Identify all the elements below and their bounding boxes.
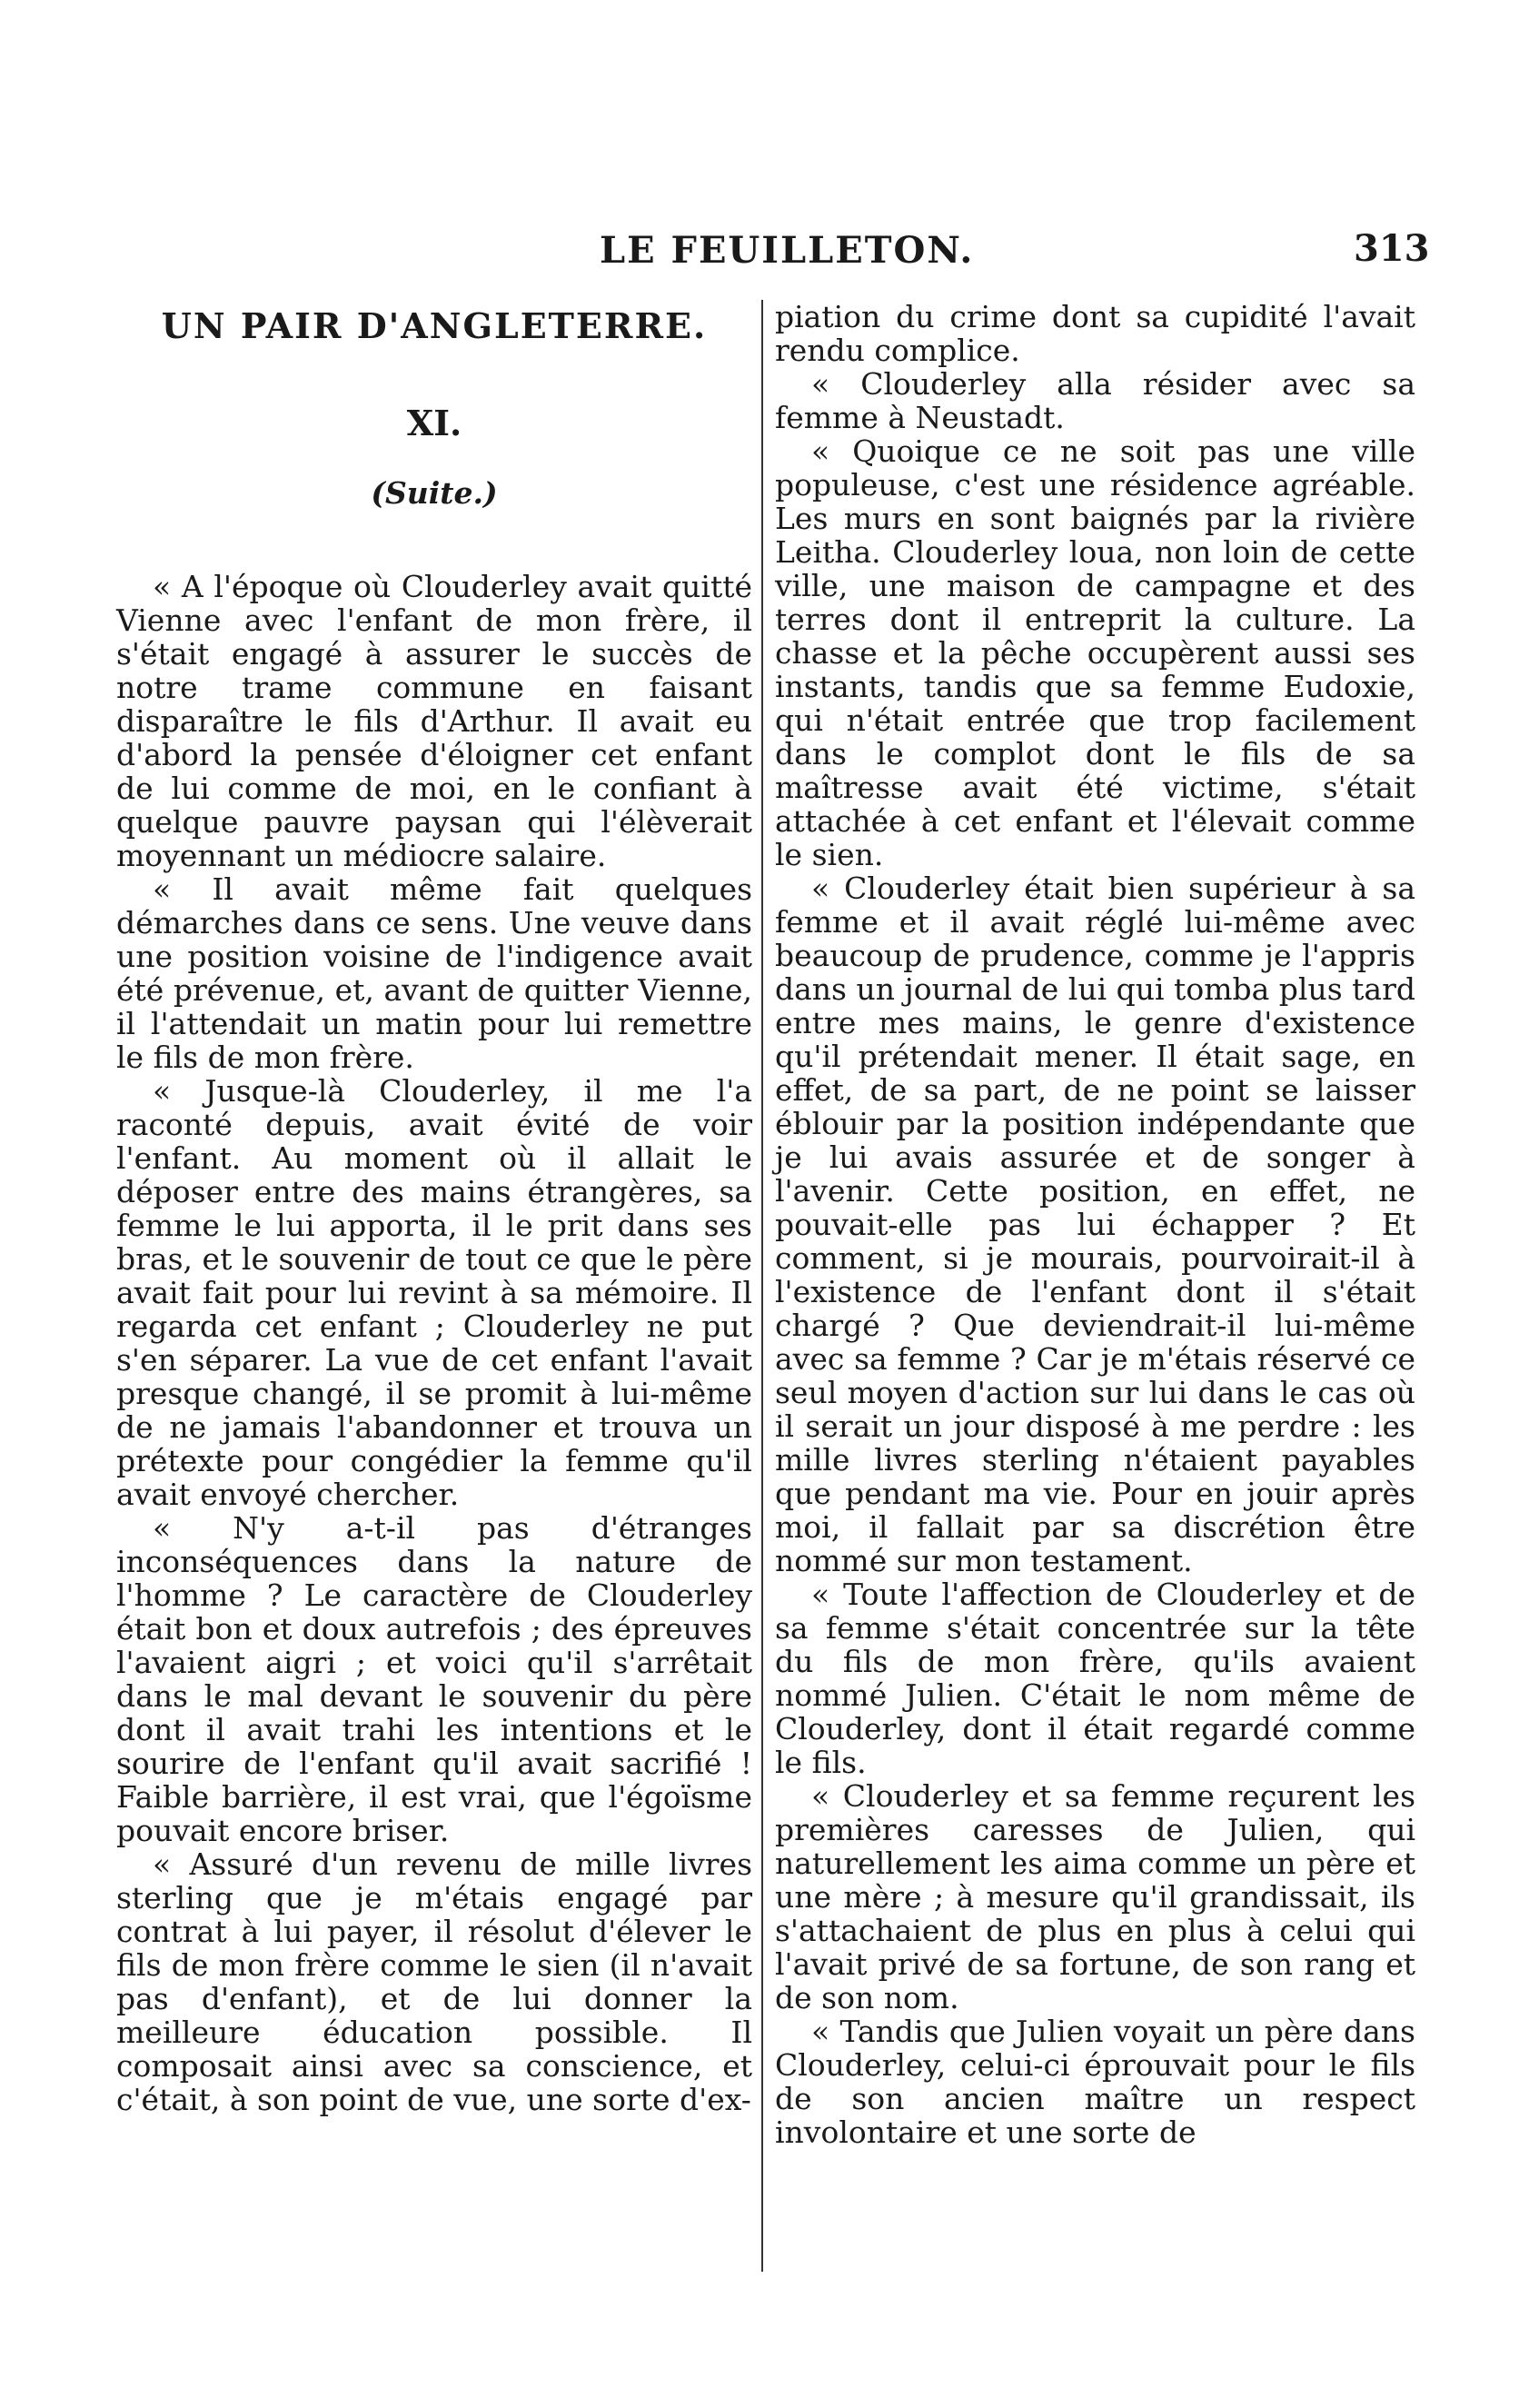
paragraph: piation du crime dont sa cupidité l'avait rendu complice. bbox=[775, 299, 1415, 368]
paragraph: « Clouderley et sa femme reçurent les premières caresses de Julien, qui naturellement les aima comme un père et une mère ; à mesure qu'il grandissait, ils s'attachaient de plus en plus à celui qui l'avait privé de sa fortune, de son rang et de son nom. bbox=[775, 1778, 1415, 2015]
left-column bbox=[116, 300, 752, 2116]
paragraph: « A l'époque où Clouderley avait quitté Vienne avec l'enfant de mon frère, il s'était engagé à assurer le succès de notre trame commune en faisant disparaître le fils d'Arthur. Il avait eu d'abord la pensée d'éloigner cet enfant de lui comme de moi, en le confiant à quelque pauvre paysan qui l'élèverait moyennant un médiocre salaire. bbox=[116, 569, 752, 873]
column-divider bbox=[761, 300, 763, 2272]
paragraph: « Clouderley était bien supérieur à sa femme et il avait réglé lui-même avec beaucoup de prudence, comme je l'appris dans un journal de lui qui tomba plus tard entre mes mains, le genre d'existence qu'il prétendait mener. Il était sage, en effet, de sa part, de ne point se laisser éblouir par la position indépendante que je lui avais assurée et de songer à l'avenir. Cette position, en effet, ne pouvait-elle pas lui échapper ? Et comment, si je mourais, pourvoirait-il à l'existence de l'enfant dont il s'était chargé ? Que deviendrait-il lui-même avec sa femme ? Car je m'étais réservé ce seul moyen d'action sur lui dans le cas où il serait un jour disposé à me perdre : les mille livres sterling n'étaient payables que pendant ma vie. Pour en jouir après moi, il fallait par sa discrétion être nommé sur mon testament. bbox=[775, 871, 1415, 1578]
right-column bbox=[775, 300, 1415, 2149]
paragraph: « Il avait même fait quelques démarches dans ce sens. Une veuve dans une position voisine de l'indigence avait été prévenue, et, avant de quitter Vienne, il l'attendait un matin pour lui remettre le fils de mon frère. bbox=[116, 871, 752, 1075]
paragraph: « Tandis que Julien voyait un père dans Clouderley, celui-ci éprouvait pour le fils de son ancien maître un respect involontaire et une sorte de bbox=[775, 2014, 1415, 2150]
paragraph: « N'y a-t-il pas d'étranges inconséquences dans la nature de l'homme ? Le caractère de Clouderley était bon et doux autrefois ; des épreuves l'avaient aigri ; et voici qu'il s'arrêtait dans le mal devant le souvenir du père dont il avait trahi les intentions et le sourire de l'enfant qu'il avait sacrifié ! Faible barrière, il est vrai, que l'égoïsme pouvait encore briser. bbox=[116, 1510, 752, 1848]
chapter-number: XI. bbox=[406, 403, 462, 443]
page-number: 313 bbox=[1354, 227, 1430, 270]
paragraph: « Assuré d'un revenu de mille livres sterling que je m'étais engagé par contrat à lui payer, il résolut d'élever le fils de mon frère comme le sien (il n'avait pas d'enfant), et de lui donner la meilleure éducation possible. Il composait ainsi avec sa conscience, et c'était, à son point de vue, une sorte d'ex- bbox=[116, 1846, 752, 2117]
continuation-label: (Suite.) bbox=[371, 475, 498, 511]
paragraph: « Jusque-là Clouderley, il me l'a raconté depuis, avait évité de voir l'enfant. Au moment où il allait le déposer entre des mains étrangères, sa femme le lui apporta, il le prit dans ses bras, et le souvenir de tout ce que le père avait fait pour lui revint à sa mémoire. Il regarda cet enfant ; Clouderley ne put s'en séparer. La vue de cet enfant l'avait presque changé, il se promit à lui-même de ne jamais l'abandonner et trouva un prétexte pour congédier la femme qu'il avait envoyé chercher. bbox=[116, 1073, 752, 1512]
article-title: UN PAIR D'ANGLETERRE. bbox=[161, 305, 708, 346]
paragraph: « Clouderley alla résider avec sa femme à Neustadt. bbox=[775, 366, 1415, 435]
paragraph: « Toute l'affection de Clouderley et de sa femme s'était concentrée sur la tête du fils de mon frère, qu'ils avaient nommé Julien. C'était le nom même de Clouderley, dont il était regardé comme le fils. bbox=[775, 1577, 1415, 1780]
running-title: LE FEUILLETON. bbox=[600, 229, 975, 272]
paragraph: « Quoique ce ne soit pas une ville populeuse, c'est une résidence agréable. Les murs en sont baignés par la rivière Leitha. Clouderley loua, non loin de cette ville, une maison de campagne et des terres dont il entreprit la culture. La chasse et la pêche occupèrent aussi ses instants, tandis que sa femme Eudoxie, qui n'était entrée que trop facilement dans le complot dont le fils de sa maîtresse avait été victime, s'était attachée à cet enfant et l'élevait comme le sien. bbox=[775, 433, 1415, 872]
